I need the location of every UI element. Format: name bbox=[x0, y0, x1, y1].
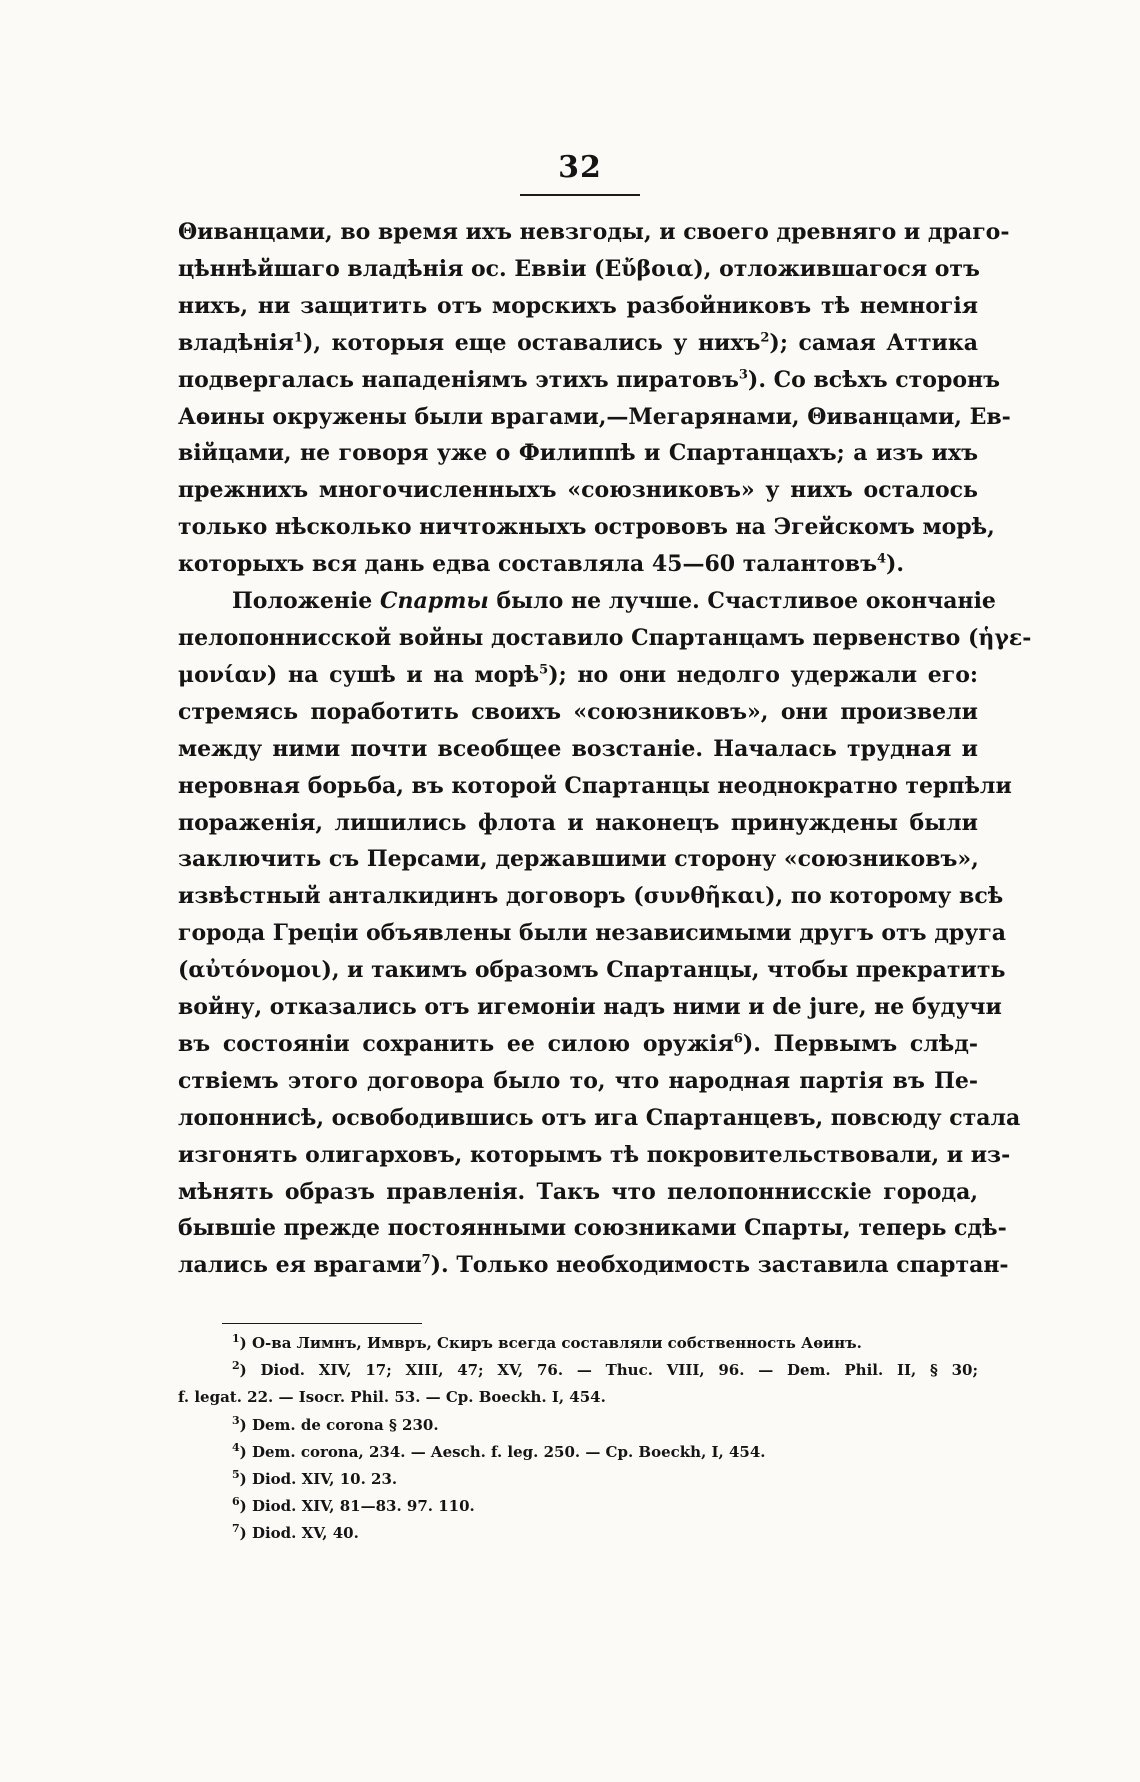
footnote bbox=[178, 1520, 978, 1547]
text-segment: между ними почти всеобщее возстаніе. Началась трудная и bbox=[178, 735, 978, 762]
text-segment: неровная борьба, въ которой Спартанцы неоднократно терпѣли bbox=[178, 772, 1012, 799]
text-line bbox=[178, 1100, 1021, 1137]
footnote bbox=[178, 1412, 978, 1439]
text-segment: ). bbox=[886, 551, 905, 578]
text-line bbox=[178, 657, 978, 694]
text-line bbox=[178, 768, 1012, 805]
footnote-reference: 6 bbox=[733, 1031, 743, 1047]
text-segment: изгонять олигарховъ, которымъ тѣ покровительствовали, и из- bbox=[178, 1141, 1011, 1168]
text-segment: которыхъ вся дань едва составляла 45—60 талантовъ bbox=[178, 551, 877, 578]
text-line bbox=[178, 694, 978, 731]
text-segment: города Греціи объявлены были независимыми другъ отъ друга bbox=[178, 920, 1007, 947]
text-segment: лопоннисѣ, освободившись отъ ига Спартанцевъ, повсюду стала bbox=[178, 1104, 1021, 1131]
text-line bbox=[178, 1174, 978, 1211]
footnote-text: f. legat. 22. — Isocr. Phil. 53. — Cp. Boeckh. I, 454. bbox=[178, 1388, 606, 1407]
footnote bbox=[178, 1330, 978, 1357]
text-line bbox=[178, 915, 1007, 952]
text-line bbox=[178, 1247, 1009, 1284]
text-segment: стремясь поработить своихъ «союзниковъ», они произвели bbox=[178, 698, 978, 725]
footnote-text: ) О-ва Лимнъ, Имвръ, Скиръ всегда составляли собственность Аѳинъ. bbox=[239, 1334, 862, 1352]
text-line bbox=[178, 399, 1011, 436]
footnote-reference: 7 bbox=[421, 1253, 431, 1269]
footnote-marker: 1 bbox=[232, 1332, 240, 1345]
text-segment: прежнихъ многочисленныхъ «союзниковъ» у нихъ осталось bbox=[178, 477, 978, 504]
footnote-text: ) Diod. XIV, 10. 23. bbox=[239, 1470, 398, 1489]
text-segment: подвергалась нападеніямъ этихъ пиратовъ bbox=[178, 366, 739, 393]
page-number: 32 bbox=[558, 150, 602, 185]
text-line bbox=[178, 1210, 1007, 1247]
footnote-continuation bbox=[178, 1384, 978, 1411]
text-line bbox=[178, 620, 1032, 657]
text-segment: ), которыя еще оставались у нихъ bbox=[302, 329, 761, 356]
text-line bbox=[178, 214, 1010, 251]
text-segment: ); но они недолго удержали его: bbox=[548, 661, 978, 688]
text-segment: ). Только необходимость заставила спартан- bbox=[430, 1252, 1009, 1279]
text-segment: (αὐτόνομοι), и такимъ образомъ Спартанцы, чтобы прекратить bbox=[178, 957, 1006, 984]
text-line bbox=[178, 546, 978, 583]
footnote-marker: 3 bbox=[232, 1413, 240, 1427]
footnote-reference: 5 bbox=[539, 662, 549, 678]
text-segment: пораженія, лишились флота и наконецъ принуждены были bbox=[178, 809, 978, 836]
footnote-reference: 3 bbox=[738, 367, 748, 383]
footnote-marker: 4 bbox=[232, 1440, 240, 1454]
text-segment: войну, отказались отъ игемоніи надъ ними и de jure, не будучи bbox=[178, 994, 1002, 1021]
text-segment: только нѣсколько ничтожныхъ острововъ на Эгейскомъ морѣ, bbox=[178, 514, 995, 541]
text-line bbox=[178, 472, 978, 509]
footnote-reference: 4 bbox=[876, 551, 887, 567]
text-segment: Θиванцами, во время ихъ невзгоды, и своего древняго и драго- bbox=[178, 219, 1010, 245]
text-segment: бывшіе прежде постоянными союзниками Спарты, теперь сдѣ- bbox=[178, 1215, 1007, 1242]
italic-text: Спарты bbox=[379, 588, 489, 615]
text-segment: владѣнія bbox=[178, 329, 294, 356]
text-segment: заключить съ Персами, державшими сторону «союзниковъ», bbox=[178, 846, 979, 873]
footnote-marker: 2 bbox=[232, 1359, 240, 1373]
text-line bbox=[178, 1063, 978, 1100]
footnote-reference: 2 bbox=[760, 330, 770, 346]
text-segment: ). Первымъ слѣд- bbox=[742, 1030, 979, 1057]
text-line bbox=[178, 251, 978, 288]
text-segment: пелопоннисской войны доставило Спартанцамъ первенство (ἡγε- bbox=[178, 624, 1032, 651]
text-line bbox=[178, 952, 1006, 989]
text-line bbox=[178, 805, 978, 842]
text-segment: ствіемъ этого договора было то, что народная партія въ Пе- bbox=[178, 1067, 978, 1094]
footnote bbox=[178, 1466, 978, 1493]
footnote-text: ) Diod. XV, 40. bbox=[239, 1524, 359, 1543]
text-line bbox=[178, 509, 995, 546]
text-line bbox=[178, 989, 1002, 1026]
footnote-text: ) Dem. corona, 234. — Aesch. f. leg. 250. — Cp. Boeckh, I, 454. bbox=[239, 1442, 766, 1461]
footnote bbox=[178, 1357, 978, 1384]
text-segment: μονίαν) на сушѣ и на морѣ bbox=[178, 661, 540, 688]
text-segment: было не лучше. Счастливое окончаніе bbox=[488, 588, 996, 615]
text-segment: нихъ, ни защитить отъ морскихъ разбойниковъ тѣ немногія bbox=[178, 292, 978, 319]
footnote bbox=[178, 1493, 978, 1520]
text-segment: Положеніе bbox=[232, 588, 380, 615]
footnote-text: ) Dem. de corona § 230. bbox=[239, 1415, 439, 1434]
text-segment: въ состояніи сохранить ее силою оружія bbox=[178, 1030, 734, 1057]
text-line bbox=[178, 878, 1004, 915]
text-segment: Аѳины окружены были врагами,—Мегарянами, Θиванцами, Ев- bbox=[178, 403, 1011, 430]
text-line bbox=[178, 731, 978, 768]
text-segment: війцами, не говоря уже о Филиппѣ и Спартанцахъ; а изъ ихъ bbox=[178, 440, 978, 467]
text-line bbox=[178, 435, 978, 472]
footnote-marker: 7 bbox=[232, 1522, 240, 1536]
text-segment: цѣннѣйшаго владѣнія ос. Еввіи (Εὔβοια), отложившагося отъ bbox=[178, 255, 980, 282]
text-line bbox=[178, 583, 996, 620]
footnote-marker: 5 bbox=[232, 1468, 240, 1482]
text-line bbox=[178, 325, 978, 362]
text-segment: лались ея врагами bbox=[178, 1252, 422, 1279]
text-line bbox=[178, 841, 978, 878]
text-segment: ); самая Аттика bbox=[769, 329, 978, 356]
text-line bbox=[178, 1137, 1011, 1174]
footnotes-block bbox=[178, 1330, 978, 1548]
footnote-marker: 6 bbox=[232, 1495, 240, 1509]
text-line bbox=[178, 1026, 978, 1063]
page-number-rule bbox=[520, 194, 640, 196]
footnote bbox=[178, 1439, 978, 1466]
footnote-text: ) Diod. XIV, 81—83. 97. 110. bbox=[239, 1497, 475, 1516]
footnote-reference: 1 bbox=[293, 330, 303, 346]
text-segment: извѣстный анталкидинъ договоръ (συνθῆκαι), по которому всѣ bbox=[178, 883, 1004, 910]
text-segment: ). Со всѣхъ сторонъ bbox=[747, 366, 1001, 393]
main-text-block bbox=[178, 214, 1032, 1284]
text-segment: мѣнять образъ правленія. Такъ что пелопоннисскіе города, bbox=[178, 1178, 978, 1205]
text-line bbox=[178, 362, 1001, 399]
text-line bbox=[178, 288, 978, 325]
footnote-text: ) Diod. XIV, 17; XIII, 47; XV, 76. — Thuc. VIII, 96. — Dem. Phil. II, § 30; bbox=[239, 1361, 978, 1380]
footnote-separator bbox=[222, 1323, 422, 1324]
